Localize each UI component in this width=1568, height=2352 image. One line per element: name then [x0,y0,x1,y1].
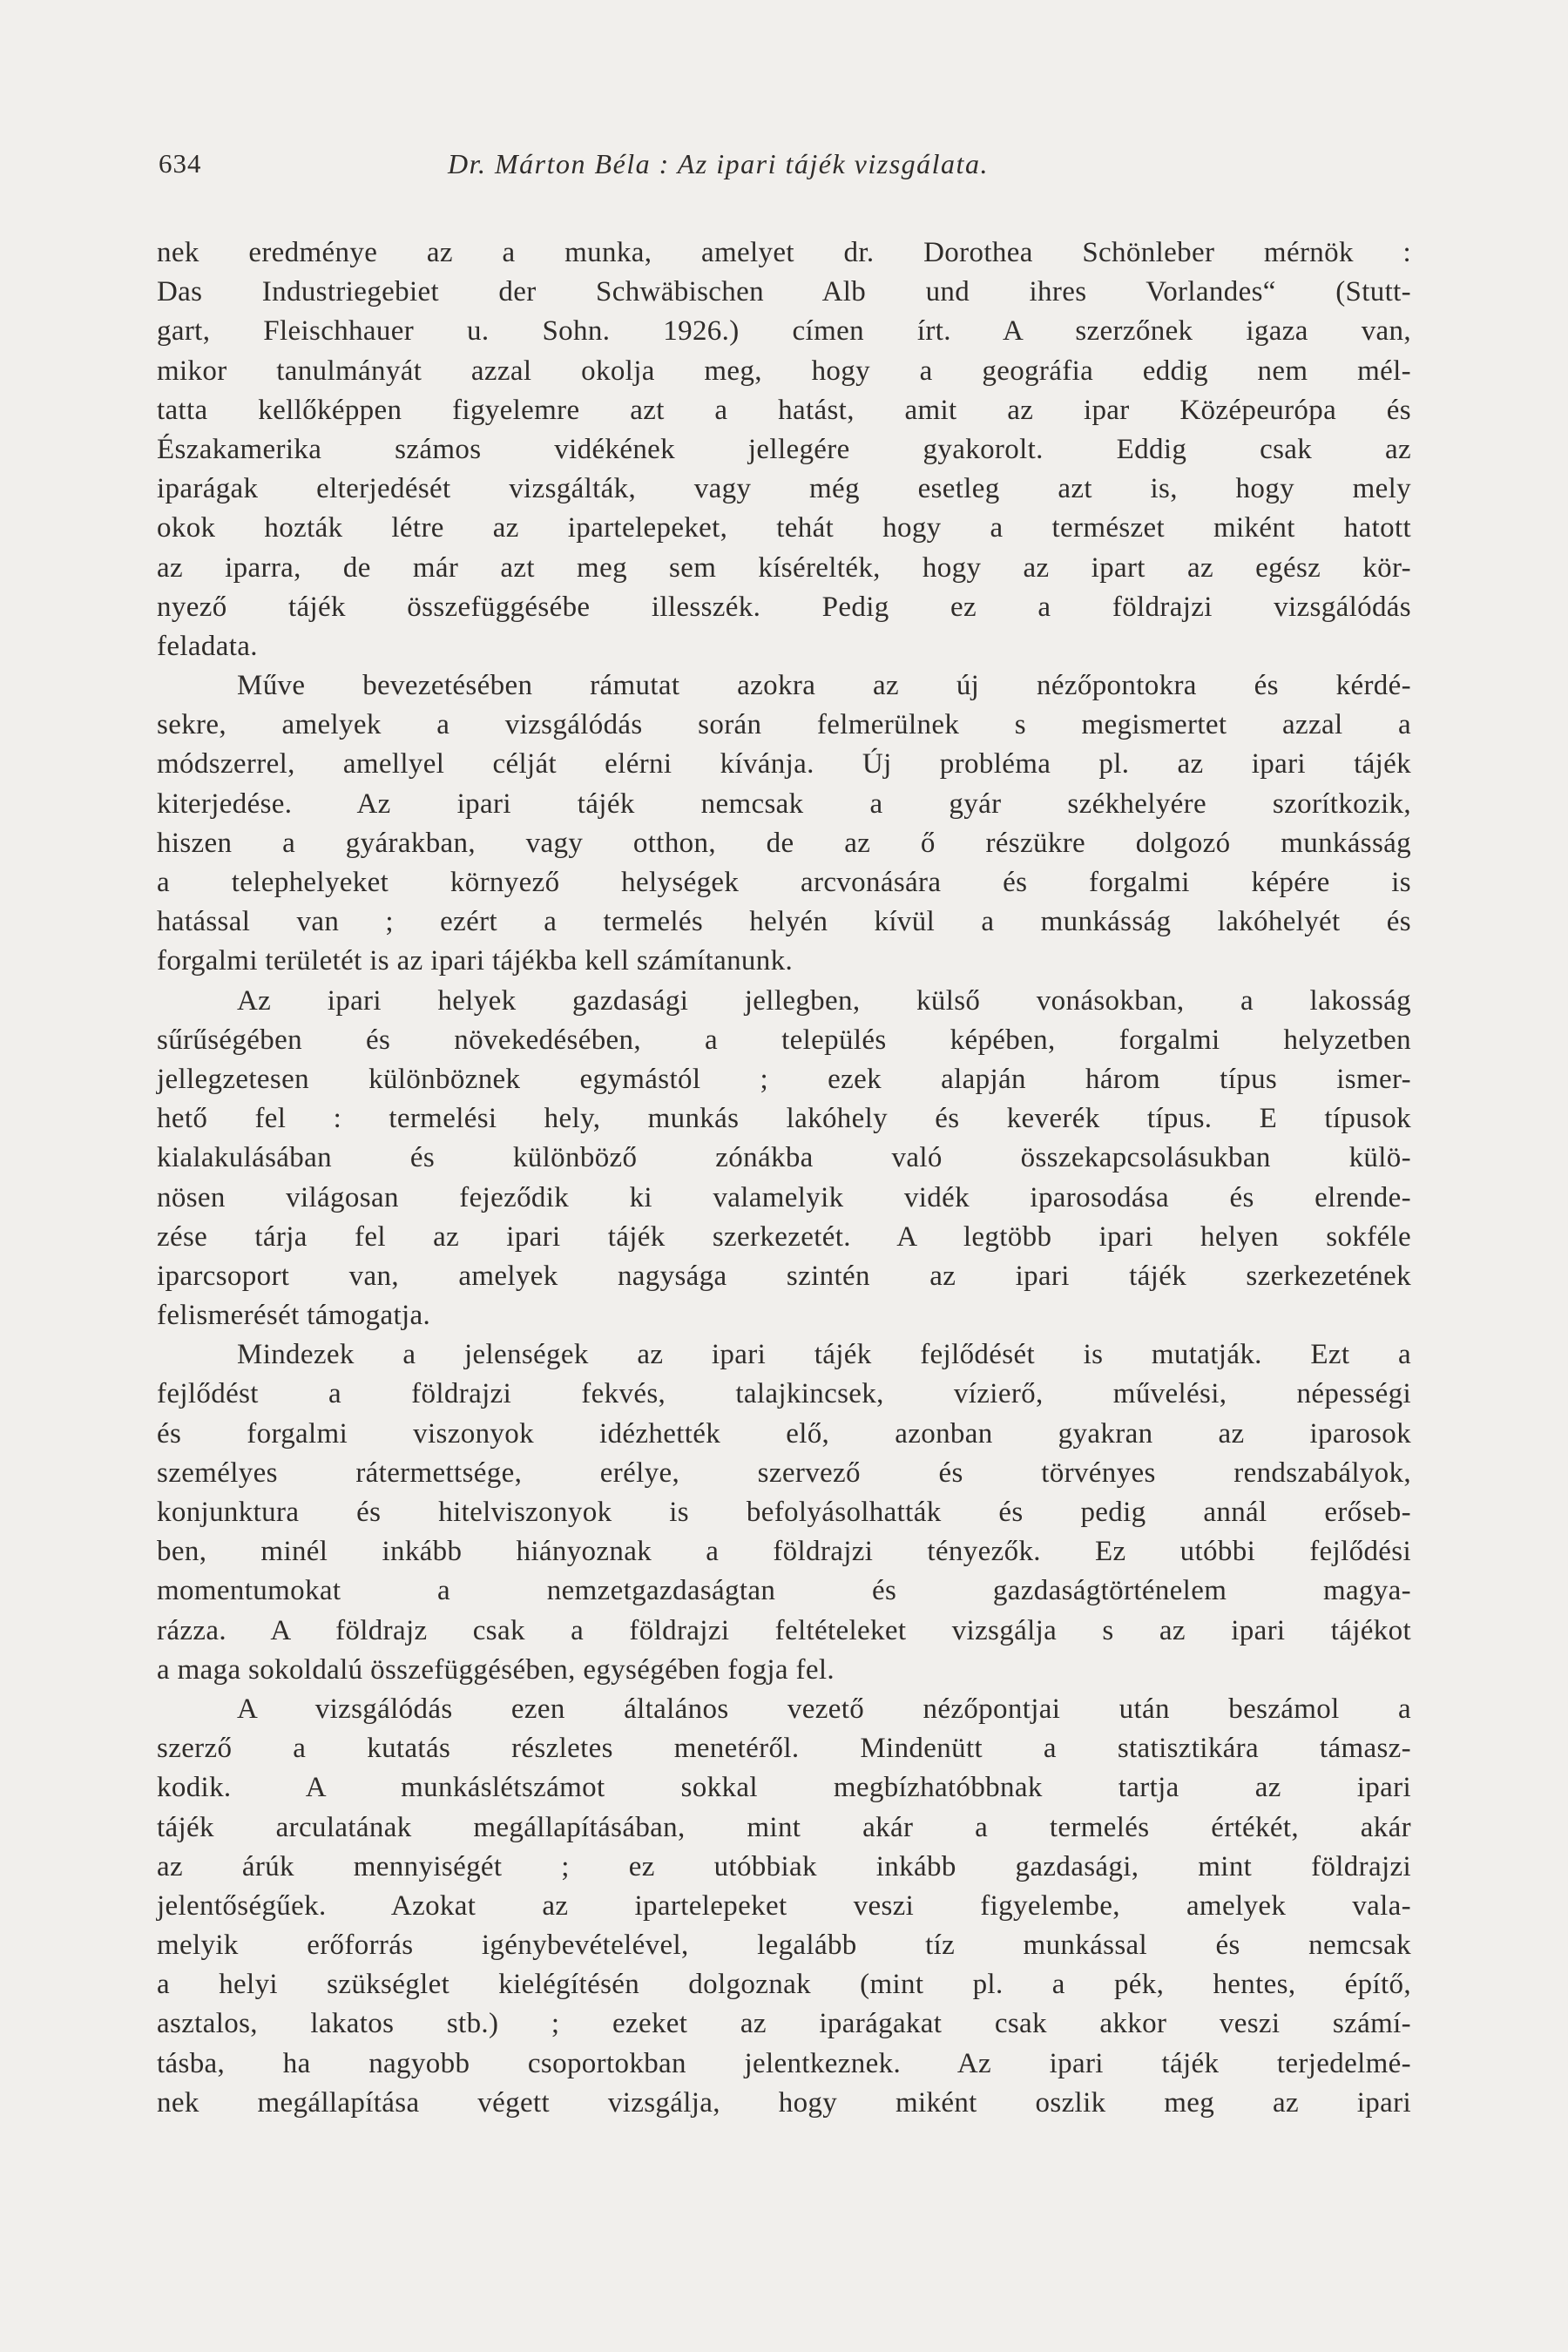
text-line: szerző a kutatás részletes menetéről. Mindenütt a statisztikára támasz- [157,1733,1411,1765]
body-text [157,233,1411,2123]
text-line: kiterjedése. Az ipari tájék nemcsak a gyár székhelyére szorítkozik, [157,787,1411,820]
text-line: nek megállapítása végett vizsgálja, hogy miként oszlik meg az ipari [157,2086,1411,2119]
text-line: rázza. A földrajz csak a földrajzi feltételeket vizsgálja s az ipari tájékot [157,1614,1411,1646]
text-line: tásba, ha nagyobb csoportokban jelentkeznek. Az ipari tájék terjedelmé- [157,2047,1411,2079]
text-line: az árúk mennyiségét ; ez utóbbiak inkább gazdasági, mint földrajzi [157,1850,1411,1882]
text-line: kialakulásában és különböző zónákba való összekapcsolásukban külö- [157,1142,1411,1174]
paragraph-3 [157,982,1411,1336]
text-line: Műve bevezetésében rámutat azokra az új nézőpontokra és kérdé- [237,670,1411,702]
text-line: hatással van ; ezért a termelés helyén kívül a munkásság lakóhelyét és [157,906,1411,938]
text-line: okok hozták létre az ipartelepeket, tehát hogy a természet miként hatott [157,512,1411,544]
text-line: Az ipari helyek gazdasági jellegben, külső vonásokban, a lakosság [237,984,1411,1017]
text-line: nyező tájék összefüggésébe illesszék. Pedig ez a földrajzi vizsgálódás [157,591,1411,623]
text-line: feladata. [157,630,258,662]
running-title: Dr. Márton Béla : Az ipari tájék vizsgálata. [448,148,989,179]
paragraph-4 [157,1335,1411,1690]
text-line: tájék arculatának megállapításában, mint akár a termelés értékét, akár [157,1811,1411,1843]
text-line: zése tárja fel az ipari tájék szerkezetét. A legtöbb ipari helyen sokféle [157,1220,1411,1253]
text-line: sűrűségében és növekedésében, a település képében, forgalmi helyzetben [157,1024,1411,1056]
text-line: asztalos, lakatos stb.) ; ezeket az iparágakat csak akkor veszi számí- [157,2008,1411,2040]
text-line: jellegzetesen különböznek egymástól ; ezek alapján három típus ismer- [157,1063,1411,1095]
text-line: és forgalmi viszonyok idézhették elő, azonban gyakran az iparosok [157,1417,1411,1450]
text-line: iparágak elterjedését vizsgálták, vagy még esetleg azt is, hogy mely [157,473,1411,505]
text-line: Das Industriegebiet der Schwäbischen Alb und ihres Vorlandes“ (Stutt- [157,276,1411,308]
text-line: Északamerika számos vidékének jellegére gyakorolt. Eddig csak az [157,433,1411,465]
text-line: hető fel : termelési hely, munkás lakóhely és keverék típus. E típusok [157,1103,1411,1135]
text-line: fejlődést a földrajzi fekvés, talajkincsek, vízierő, művelési, népességi [157,1378,1411,1410]
paragraph-2 [157,666,1411,982]
text-line: melyik erőforrás igénybevételével, legalább tíz munkással és nemcsak [157,1930,1411,1962]
paragraph-1 [157,233,1411,666]
text-line: tatta kellőképpen figyelemre azt a hatást, amit az ipar Középeurópa és [157,394,1411,426]
text-line: iparcsoport van, amelyek nagysága szintén az ipari tájék szerkezetének [157,1260,1411,1292]
text-line: nösen világosan fejeződik ki valamelyik vidék iparosodása és elrende- [157,1181,1411,1213]
text-line: nek eredménye az a munka, amelyet dr. Dorothea Schönleber mérnök : [157,237,1411,268]
text-line: forgalmi területét is az ipari tájékba kell számítanunk. [157,945,794,977]
text-line: momentumokat a nemzetgazdaságtan és gazdaságtörténelem magya- [157,1575,1411,1607]
text-line: jelentőségűek. Azokat az ipartelepeket veszi figyelembe, amelyek vala- [157,1889,1411,1922]
paragraph-5 [157,1690,1411,2123]
text-line: módszerrel, amellyel célját elérni kívánja. Új probléma pl. az ipari tájék [157,748,1411,781]
text-line: sekre, amelyek a vizsgálódás során felmerülnek s megismertet azzal a [157,709,1411,741]
text-line: hiszen a gyárakban, vagy otthon, de az ő részükre dolgozó munkásság [157,827,1411,859]
page-number: 634 [159,148,202,179]
text-line: gart, Fleischhauer u. Sohn. 1926.) címen írt. A szerzőnek igaza van, [157,315,1411,348]
text-line: a telephelyeket környező helységek arcvonására és forgalmi képére is [157,867,1411,898]
text-line: mikor tanulmányát azzal okolja meg, hogy a geográfia eddig nem mél- [157,355,1411,387]
text-line: Mindezek a jelenségek az ipari tájék fejlődését is mutatják. Ezt a [237,1339,1411,1371]
text-line: felismerését támogatja. [157,1300,431,1332]
text-line: a helyi szükséglet kielégítésén dolgoznak (mint pl. a pék, hentes, építő, [157,1969,1411,2001]
text-line: az iparra, de már azt meg sem kísérelték, hogy az ipart az egész kör- [157,551,1411,584]
text-line: a maga sokoldalú összefüggésében, egységében fogja fel. [157,1653,835,1686]
text-line: A vizsgálódás ezen általános vezető nézőpontjai után beszámol a [237,1693,1411,1725]
running-head [159,146,1413,181]
text-line: kodik. A munkáslétszámot sokkal megbízhatóbbnak tartja az ipari [157,1772,1411,1804]
text-line: személyes rátermettsége, erélye, szervező és törvényes rendszabályok, [157,1456,1411,1489]
text-line: ben, minél inkább hiányoznak a földrajzi tényezők. Ez utóbbi fejlődési [157,1536,1411,1568]
text-line: konjunktura és hitelviszonyok is befolyásolhatták és pedig annál erőseb- [157,1497,1411,1528]
